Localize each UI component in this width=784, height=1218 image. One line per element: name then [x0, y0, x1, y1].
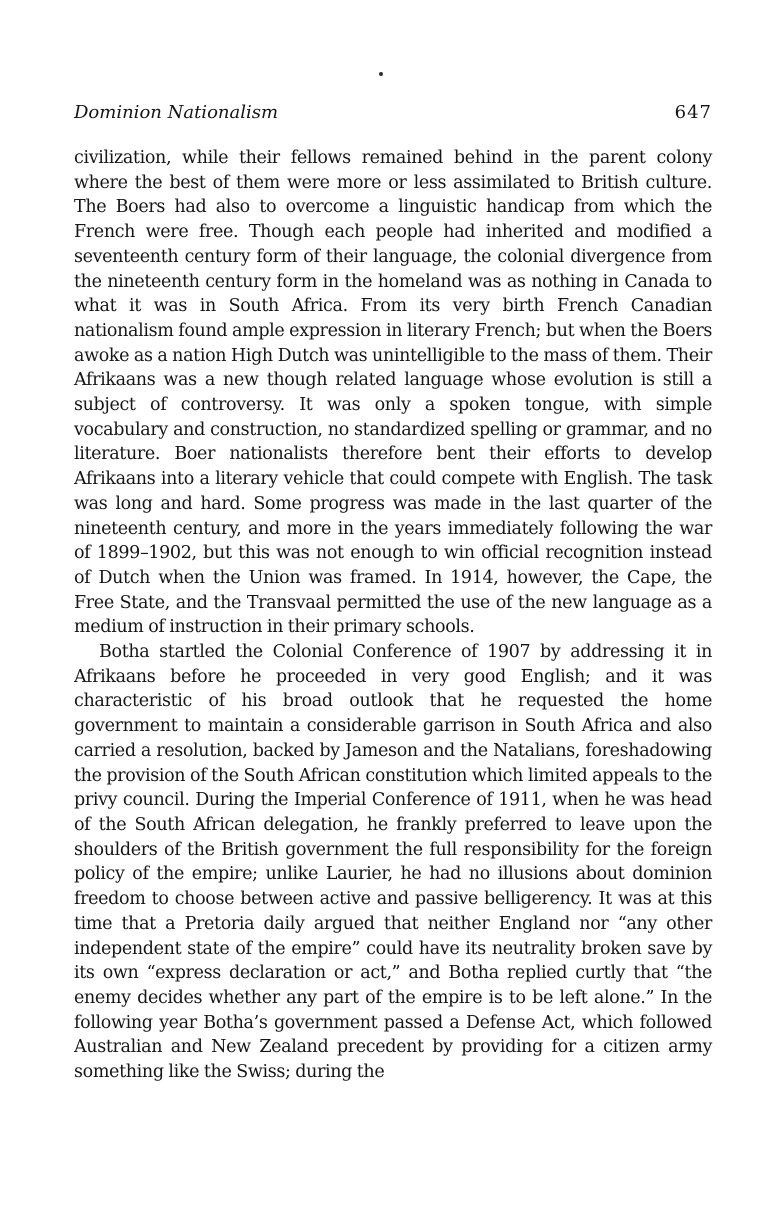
running-head — [74, 102, 712, 128]
paragraph-botha: Botha startled the Colonial Conference of 1907 by addressing it in Afrikaans before he proceeded in very good English; and it was characteristic of his broad outlook that he requested the home government to maintain a considerable garrison in South Africa and also carried a resolution, backed by Jameson and the Natalians, foreshadowing the provision of the South African constitution which limited appeals to the privy council. During the Imperial Conference of 1911, when he was head of the South African delegation, he frankly preferred to leave upon the shoulders of the British government the full responsibility for the foreign policy of the empire; unlike Laurier, he had no illusions about dominion freedom to choose between active and passive belligerency. It was at this time that a Pretoria daily argued that neither England nor “any other independent state of the empire” could have its neutrality broken save by its own “express declaration or act,” and Botha replied curtly that “the enemy decides whether any part of the empire is to be left alone.” In the following year Botha’s government passed a Defense Act, which followed Australian and New Zealand precedent by providing for a citizen army something like the Swiss; during the — [74, 642, 712, 1083]
page-number: 647 — [674, 102, 712, 123]
book-page — [74, 0, 712, 1218]
ink-speck — [379, 72, 383, 76]
body-text — [74, 146, 712, 1085]
paragraph-continued: civilization, while their fellows remained behind in the parent colony where the best of them were more or less assimilated to British culture. The Boers had also to overcome a linguistic handicap from which the French were free. Though each people had inherited and modified a seventeenth century form of their language, the colonial divergence from the nineteenth century form in the homeland was as nothing in Canada to what it was in South Africa. From its very birth French Canadian nationalism found ample expression in literary French; but when the Boers awoke as a nation High Dutch was unintelligible to the mass of them. Their Afrikaans was a new though related language whose evolution is still a subject of controversy. It was only a spoken tongue, with simple vocabulary and construction, no standardized spelling or grammar, and no literature. Boer nationalists therefore bent their efforts to develop Afrikaans into a literary vehicle that could compete with English. The task was long and hard. Some progress was made in the last quarter of the nineteenth century, and more in the years immediately following the war of 1899–1902, but this was not enough to win official recognition instead of Dutch when the Union was framed. In 1914, however, the Cape, the Free State, and the Transvaal permitted the use of the new language as a medium of instruction in their primary schools. — [74, 148, 712, 638]
running-title: Dominion Nationalism — [74, 102, 279, 123]
